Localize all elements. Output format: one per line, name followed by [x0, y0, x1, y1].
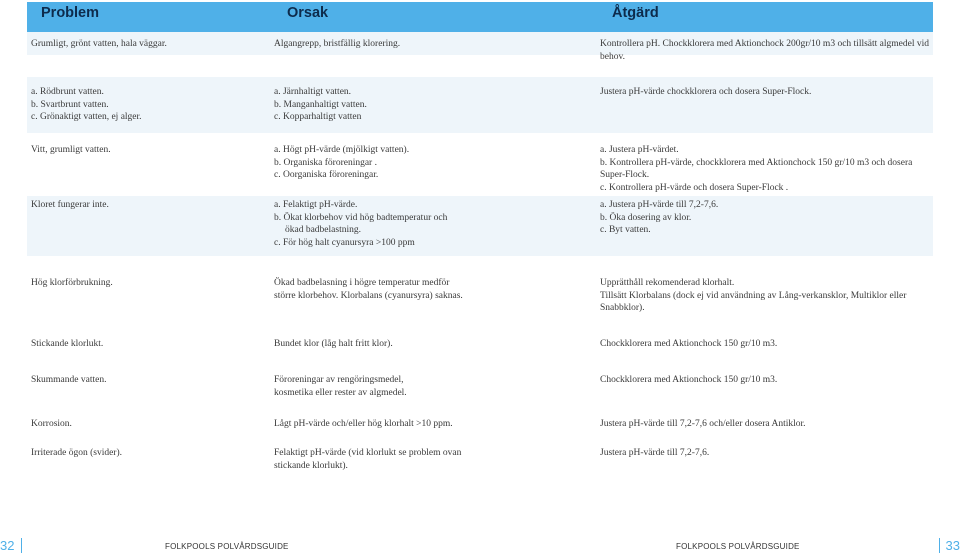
text-line: b. Organiska föroreningar .: [274, 157, 377, 168]
divider: [939, 538, 940, 553]
page-number-left: 32: [0, 538, 15, 553]
action-cell: [600, 199, 930, 237]
page-number-right: 33: [945, 538, 960, 553]
text-line: c. Oorganiska föroreningar.: [274, 170, 379, 180]
text-line: Korrosion.: [31, 419, 72, 429]
text-line: Kloret fungerar inte.: [31, 200, 109, 210]
action-cell: [600, 374, 930, 387]
text-line: Kontrollera pH. Chockklorera med Aktionchock 200gr/10 m3 och tillsätt algmedel vid behov.: [600, 39, 929, 62]
header-cause: Orsak: [287, 5, 329, 21]
text-line: Lågt pH-värde och/eller hög klorhalt >10 ppm.: [274, 419, 453, 429]
header-action: Åtgärd: [612, 5, 659, 21]
problem-cell: [31, 418, 261, 431]
text-line: Justera pH-värde chockklorera och dosera Super-Flock.: [600, 87, 812, 97]
problem-cell: [31, 374, 261, 387]
text-line: Grumligt, grönt vatten, hala väggar.: [31, 39, 167, 49]
footer-title-right: FOLKPOOLS POLVÅRDSGUIDE: [676, 542, 800, 551]
text-line: c. Grönaktigt vatten, ej alger.: [31, 112, 142, 122]
text-line: Chockklorera med Aktionchock 150 gr/10 m3.: [600, 375, 778, 385]
problem-cell: [31, 144, 261, 157]
problem-cell: [31, 199, 261, 212]
text-line: Felaktigt pH-värde (vid klorlukt se problem ovan: [274, 448, 462, 458]
cause-cell: [274, 144, 584, 182]
text-line: a. Justera pH-värde till 7,2-7,6.: [600, 200, 719, 210]
action-cell: [600, 144, 930, 194]
text-line: c. Kopparhaltigt vatten: [274, 112, 362, 122]
text-line: Hög klorförbrukning.: [31, 278, 113, 288]
page-footer: [0, 532, 960, 553]
text-line: a. Rödbrunt vatten.: [31, 87, 104, 97]
action-cell: [600, 418, 930, 431]
text-line: a. Högt pH-värde (mjölkigt vatten).: [274, 145, 410, 155]
problem-cell: [31, 277, 261, 290]
text-line: a. Justera pH-värdet.: [600, 145, 679, 155]
text-line: stickande klorlukt).: [274, 460, 348, 471]
text-line: Tillsätt Klorbalans (dock ej vid användning av Lång-verkansklor, Multiklor eller Snabbklor).: [600, 290, 907, 313]
text-line: a. Järnhaltigt vatten.: [274, 87, 352, 97]
text-line: b. Öka dosering av klor.: [600, 212, 692, 223]
problem-cell: [31, 338, 261, 351]
text-line: Bundet klor (låg halt fritt klor).: [274, 339, 393, 349]
cause-cell: [274, 447, 584, 472]
text-line: Justera pH-värde till 7,2-7,6 och/eller dosera Antiklor.: [600, 419, 806, 429]
table-header: [27, 2, 933, 32]
text-line: Upprätthåll rekomenderad klorhalt.: [600, 278, 735, 288]
text-line: Chockklorera med Aktionchock 150 gr/10 m3.: [600, 339, 778, 349]
text-line: b. Ökat klorbehov vid hög badtemperatur och: [274, 212, 448, 223]
cause-cell: [274, 418, 584, 431]
problem-cell: [31, 38, 261, 51]
text-line: Algangrepp, bristfällig klorering.: [274, 39, 401, 49]
text-line: b. Manganhaltigt vatten.: [274, 99, 367, 110]
text-line: Ökad badbelasning i högre temperatur medför: [274, 278, 450, 288]
text-line: c. Byt vatten.: [600, 225, 651, 235]
text-line: a. Felaktigt pH-värde.: [274, 200, 358, 210]
text-line: ökad badbelastning.: [285, 225, 361, 235]
action-cell: [600, 447, 930, 460]
text-line: b. Svartbrunt vatten.: [31, 99, 109, 110]
text-line: större klorbehov. Klorbalans (cyanursyra) saknas.: [274, 290, 463, 301]
text-line: c. Kontrollera pH-värde och dosera Super-Flock .: [600, 182, 789, 193]
divider: [21, 538, 22, 553]
header-problem: Problem: [41, 5, 100, 21]
problem-cell: [31, 447, 261, 460]
action-cell: [600, 86, 930, 99]
text-line: Föroreningar av rengöringsmedel,: [274, 375, 404, 385]
text-line: c. För hög halt cyanursyra >100 ppm: [274, 237, 415, 248]
text-line: b. Kontrollera pH-värde, chockklorera med Aktionchock 150 gr/10 m3 och dosera Super-Flock.: [600, 157, 913, 180]
cause-cell: [274, 38, 584, 51]
problem-cell: [31, 86, 261, 124]
cause-cell: [274, 338, 584, 351]
cause-cell: [274, 86, 584, 124]
text-line: Irriterade ögon (svider).: [31, 448, 123, 458]
cause-cell: [274, 374, 584, 399]
footer-title-left: FOLKPOOLS POLVÅRDSGUIDE: [165, 542, 289, 551]
text-line: Vitt, grumligt vatten.: [31, 145, 111, 155]
action-cell: [600, 338, 930, 351]
text-line: Skummande vatten.: [31, 375, 107, 385]
text-line: kosmetika eller rester av algmedel.: [274, 387, 407, 398]
text-line: Justera pH-värde till 7,2-7,6.: [600, 448, 710, 458]
cause-cell: [274, 199, 584, 249]
cause-cell: [274, 277, 584, 302]
text-line: Stickande klorlukt.: [31, 339, 104, 349]
action-cell: [600, 277, 930, 315]
action-cell: [600, 38, 930, 63]
